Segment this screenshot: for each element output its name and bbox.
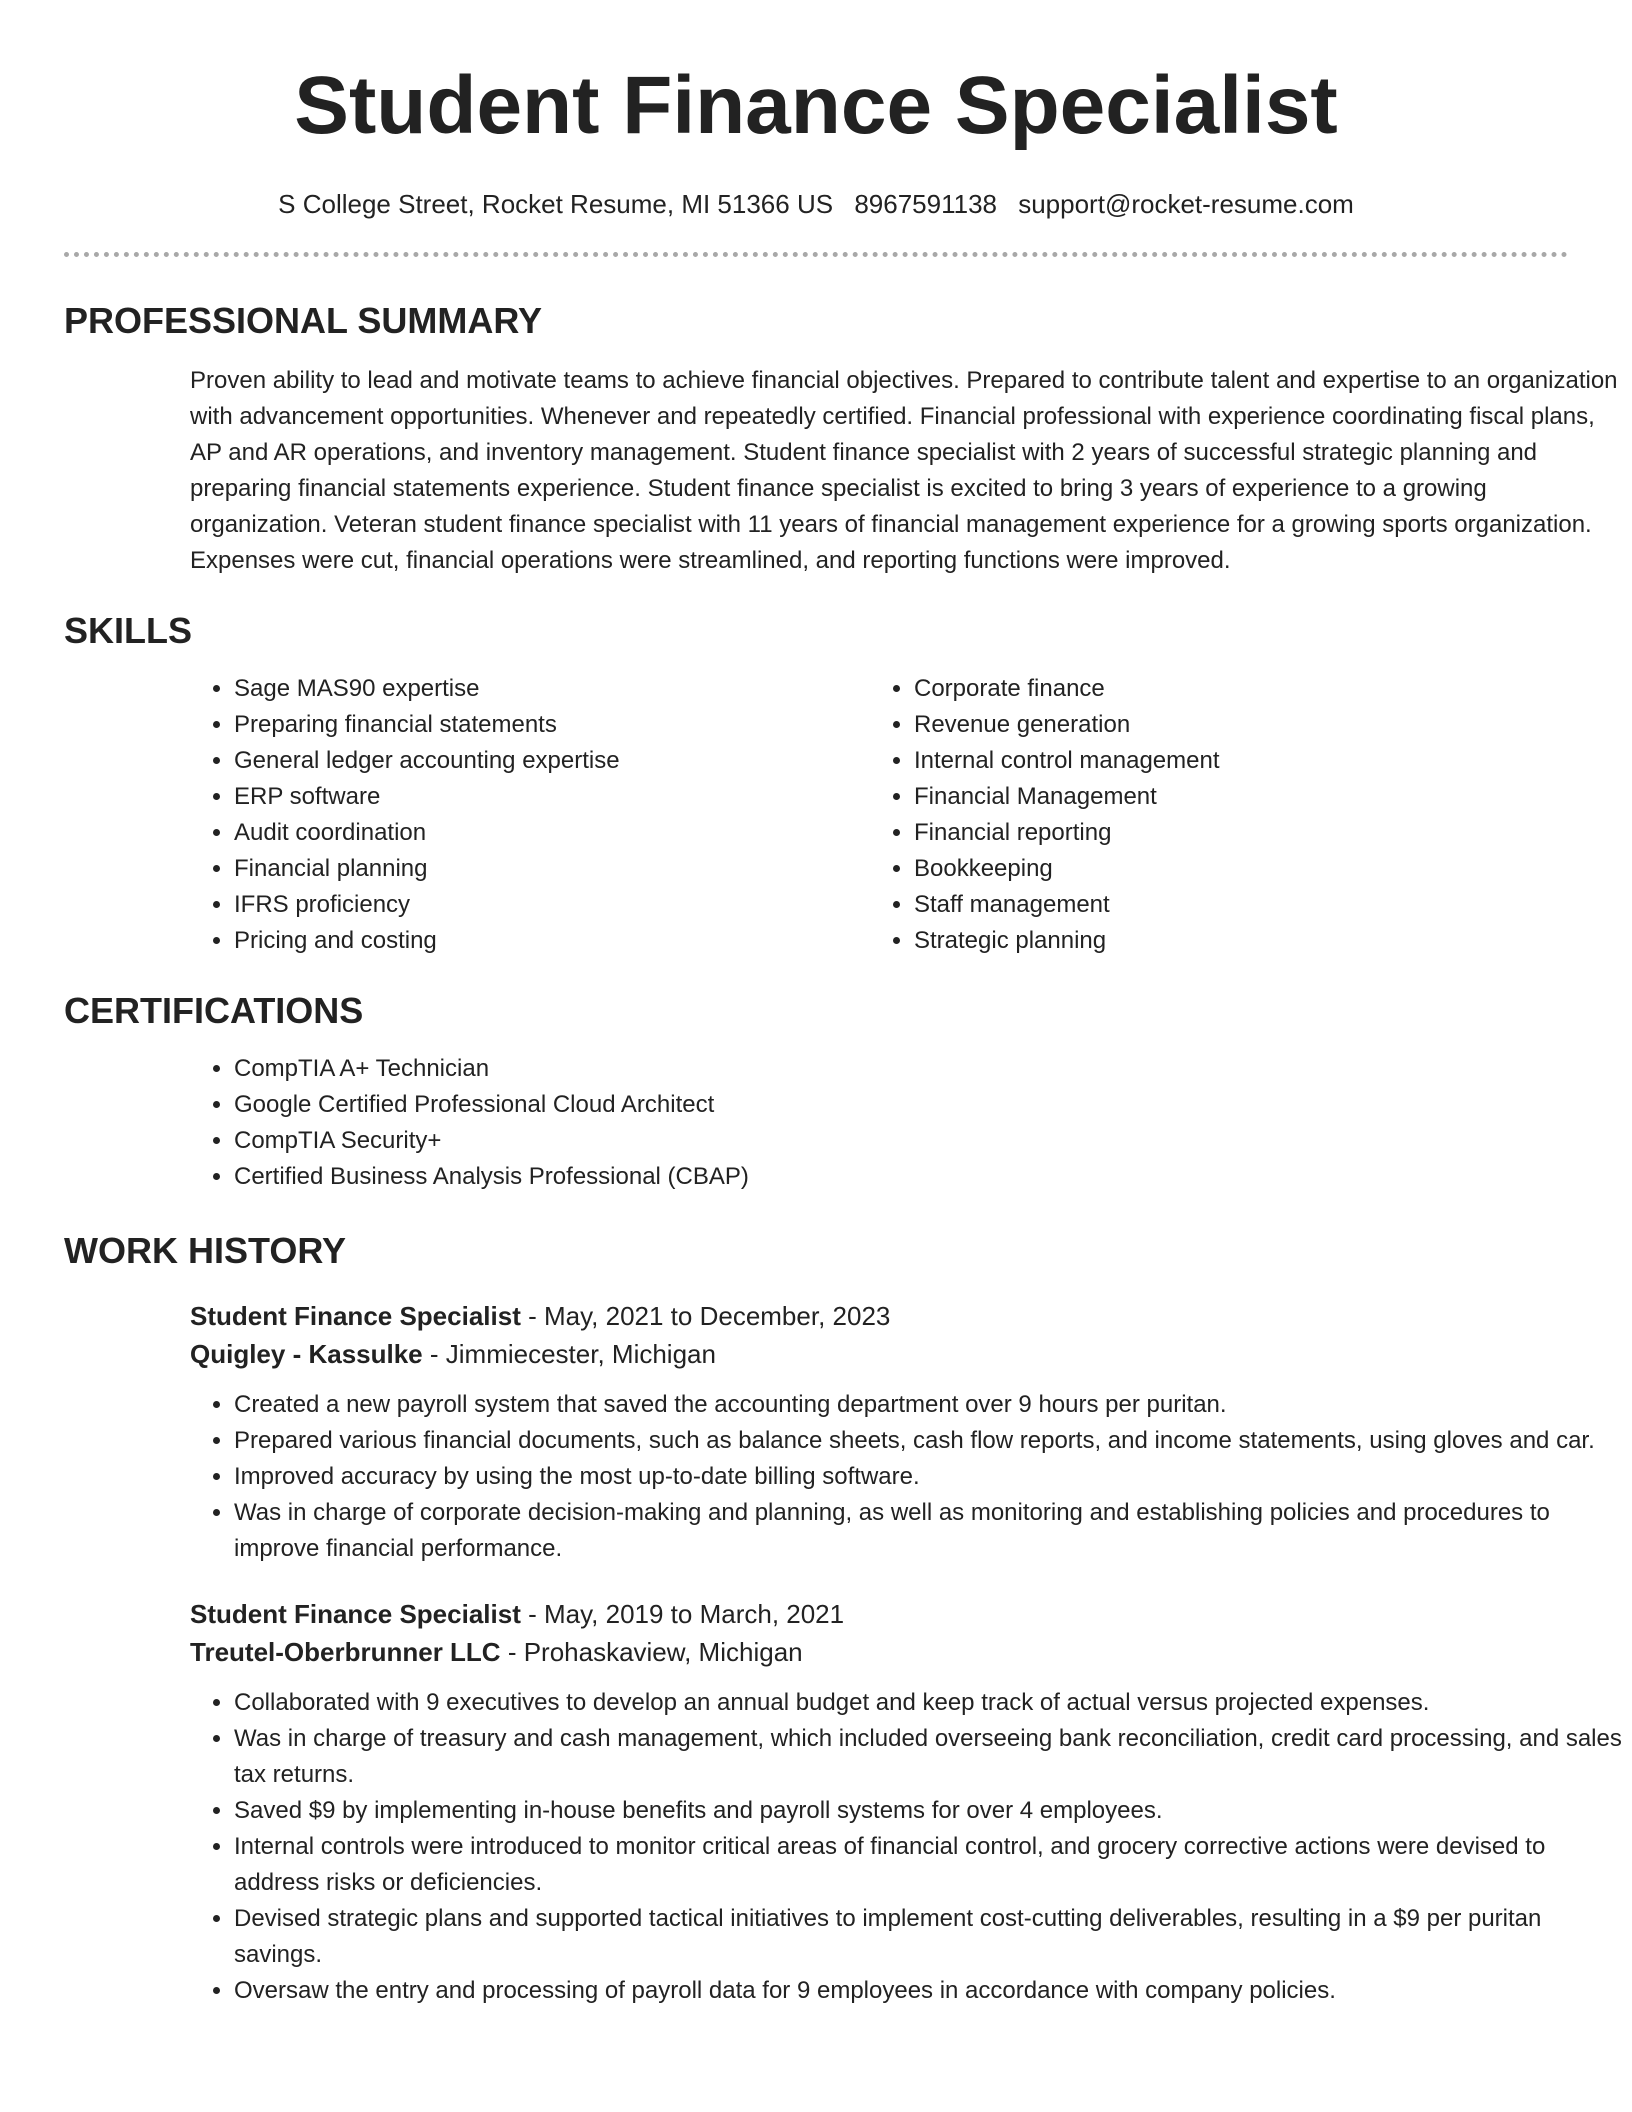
job-bullet: • Collaborated with 9 executives to develop an annual budget and keep track of actual versus projected expenses. xyxy=(234,1685,1630,1721)
contact-phone: 8967591138 xyxy=(854,189,997,219)
job-company: Quigley - Kassulke xyxy=(190,1339,423,1369)
job-bullet: • Devised strategic plans and supported tactical initiatives to implement cost-cutting deliverables, resulting in a $9 per puritan savings. xyxy=(234,1901,1630,1973)
certification-item: • Certified Business Analysis Professional (CBAP) xyxy=(234,1159,1568,1195)
job-bullet: • Internal controls were introduced to monitor critical areas of financial control, and grocery corrective actions were devised to address risks or deficiencies. xyxy=(234,1829,1630,1901)
certifications-list xyxy=(190,1051,1568,1195)
skill-item: • Staff management xyxy=(914,887,1614,923)
resume-name: Student Finance Specialist xyxy=(294,60,1338,151)
job-bullet: • Was in charge of treasury and cash management, which included overseeing bank reconciliation, credit card processing, and sales tax returns. xyxy=(234,1721,1630,1793)
section-title-skills: SKILLS xyxy=(64,610,193,651)
skills-list xyxy=(190,671,1630,959)
skill-item: • Internal control management xyxy=(914,743,1614,779)
section-title-summary: PROFESSIONAL SUMMARY xyxy=(64,300,543,341)
job-bullet: • Was in charge of corporate decision-making and planning, as well as monitoring and establishing policies and procedures to improve financial performance. xyxy=(234,1495,1630,1567)
job-dates: - May, 2019 to March, 2021 xyxy=(528,1599,845,1629)
contact-address: S College Street, Rocket Resume, MI 51366 US xyxy=(278,189,834,219)
section-title-work-history: WORK HISTORY xyxy=(64,1230,347,1271)
job-bullet: • Created a new payroll system that saved the accounting department over 9 hours per puritan. xyxy=(234,1387,1630,1423)
certification-item: • Google Certified Professional Cloud Architect xyxy=(234,1087,1568,1123)
skill-item: • Corporate finance xyxy=(914,671,1614,707)
skill-item: • Bookkeeping xyxy=(914,851,1614,887)
contact-email: support@rocket-resume.com xyxy=(1018,189,1354,219)
skill-item: • IFRS proficiency xyxy=(234,887,870,923)
skill-item: • General ledger accounting expertise xyxy=(234,743,870,779)
job-title-line xyxy=(190,1297,1630,1335)
skills-column-left xyxy=(190,671,870,959)
contact-info xyxy=(64,188,1568,220)
skills-column-right xyxy=(870,671,1614,959)
job-bullet-list xyxy=(190,1387,1630,1567)
certification-item: • CompTIA A+ Technician xyxy=(234,1051,1568,1087)
job-bullet: • Prepared various financial documents, such as balance sheets, cash flow reports, and income statements, using gloves and car. xyxy=(234,1423,1630,1459)
job-entry xyxy=(190,1297,1630,1567)
skill-item: • Financial Management xyxy=(914,779,1614,815)
skill-item: • ERP software xyxy=(234,779,870,815)
summary-text: Proven ability to lead and motivate teams to achieve financial objectives. Prepared to contribute talent and expertise to an organization with advancement opportunities. Whenever and repeatedly certified. Financial professional with experience coordinating fiscal plans, AP and AR operations, and inventory management. Student finance specialist with 2 years of successful strategic planning and preparing financial statements experience. Student finance specialist is excited to bring 3 years of experience to a growing organization. Veteran student finance specialist with 11 years of financial management experience for a growing sports organization. Expenses were cut, financial operations were streamlined, and reporting functions were improved. xyxy=(190,367,1618,574)
job-dates: - May, 2021 to December, 2023 xyxy=(528,1301,891,1331)
skill-item: • Pricing and costing xyxy=(234,923,870,959)
job-role: Student Finance Specialist xyxy=(190,1301,521,1331)
job-bullet: • Oversaw the entry and processing of payroll data for 9 employees in accordance with company policies. xyxy=(234,1973,1630,2009)
job-entry xyxy=(190,1595,1630,2009)
job-company-line xyxy=(190,1633,1630,1671)
job-role: Student Finance Specialist xyxy=(190,1599,521,1629)
job-location: - Jimmiecester, Michigan xyxy=(429,1339,716,1369)
header-divider xyxy=(64,252,1568,257)
job-company: Treutel-Oberbrunner LLC xyxy=(190,1637,501,1667)
section-title-certifications: CERTIFICATIONS xyxy=(64,990,364,1031)
skill-item: • Strategic planning xyxy=(914,923,1614,959)
job-location: - Prohaskaview, Michigan xyxy=(507,1637,803,1667)
job-bullet: • Improved accuracy by using the most up-to-date billing software. xyxy=(234,1459,1630,1495)
skill-item: • Revenue generation xyxy=(914,707,1614,743)
job-company-line xyxy=(190,1335,1630,1373)
skill-item: • Financial planning xyxy=(234,851,870,887)
job-title-line xyxy=(190,1595,1630,1633)
skill-item: • Financial reporting xyxy=(914,815,1614,851)
skill-item: • Sage MAS90 expertise xyxy=(234,671,870,707)
job-bullet-list xyxy=(190,1685,1630,2009)
skill-item: • Preparing financial statements xyxy=(234,707,870,743)
certification-item: • CompTIA Security+ xyxy=(234,1123,1568,1159)
skill-item: • Audit coordination xyxy=(234,815,870,851)
job-bullet: • Saved $9 by implementing in-house benefits and payroll systems for over 4 employees. xyxy=(234,1793,1630,1829)
